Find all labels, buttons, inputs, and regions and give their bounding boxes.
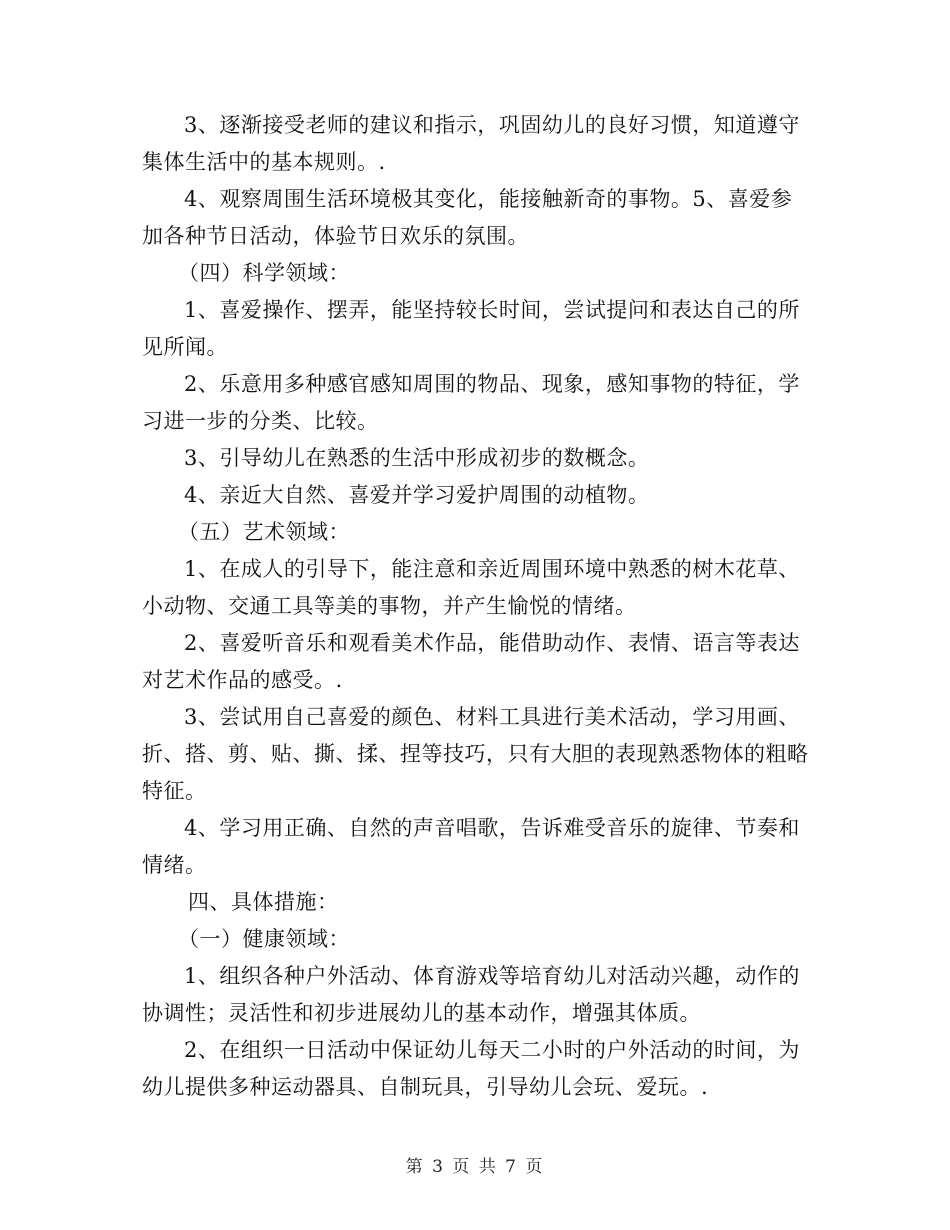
paragraph: 4、观察周围生活环境极其变化，能接触新奇的事物。5、喜爱参加各种节日活动，体验节日欢乐的氛围。 [142, 187, 793, 248]
paragraph: 3、引导幼儿在熟悉的生活中形成初步的数概念。 [184, 446, 650, 470]
section-subheading: （五）艺术领域： [178, 520, 350, 544]
section-subheading: （一）健康领域： [178, 927, 350, 951]
paragraph: 1、在成人的引导下，能注意和亲近周围环境中熟悉的树木花草、小动物、交通工具等美的事物，并产生愉悦的情绪。 [142, 557, 800, 618]
section-subheading: （四）科学领域： [178, 261, 350, 285]
page-number-footer: 第 3 页 共 7 页 [405, 1157, 545, 1177]
paragraph: 1、组织各种户外活动、体育游戏等培育幼儿对活动兴趣，动作的协调性；灵活性和初步进展幼儿的基本动作，增强其体质。 [142, 964, 800, 1025]
paragraph: 2、乐意用多种感官感知周围的物品、现象，感知事物的特征，学习进一步的分类、比较。 [142, 372, 800, 433]
paragraph: 4、学习用正确、自然的声音唱歌，告诉难受音乐的旋律、节奏和情绪。 [142, 816, 800, 877]
paragraph: 1、喜爱操作、摆弄，能坚持较长时间，尝试提问和表达自己的所见所闻。 [142, 298, 800, 359]
paragraph: 2、在组织一日活动中保证幼儿每天二小时的户外活动的时间，为幼儿提供多种运动器具、自制玩具，引导幼儿会玩、爱玩。. [142, 1038, 800, 1099]
document-body [142, 107, 810, 1106]
paragraph: 3、尝试用自己喜爱的颜色、材料工具进行美术活动，学习用画、折、搭、剪、贴、撕、揉、捏等技巧，只有大胆的表现熟悉物体的粗略特征。 [142, 705, 809, 803]
paragraph: 2、喜爱听音乐和观看美术作品，能借助动作、表情、语言等表达对艺术作品的感受。. [142, 631, 800, 692]
paragraph: 4、亲近大自然、喜爱并学习爱护周围的动植物。 [184, 483, 650, 507]
paragraph: 3、逐渐接受老师的建议和指示，巩固幼儿的良好习惯，知道遵守集体生活中的基本规则。. [142, 113, 800, 174]
section-heading: 四、具体措施： [188, 890, 339, 914]
